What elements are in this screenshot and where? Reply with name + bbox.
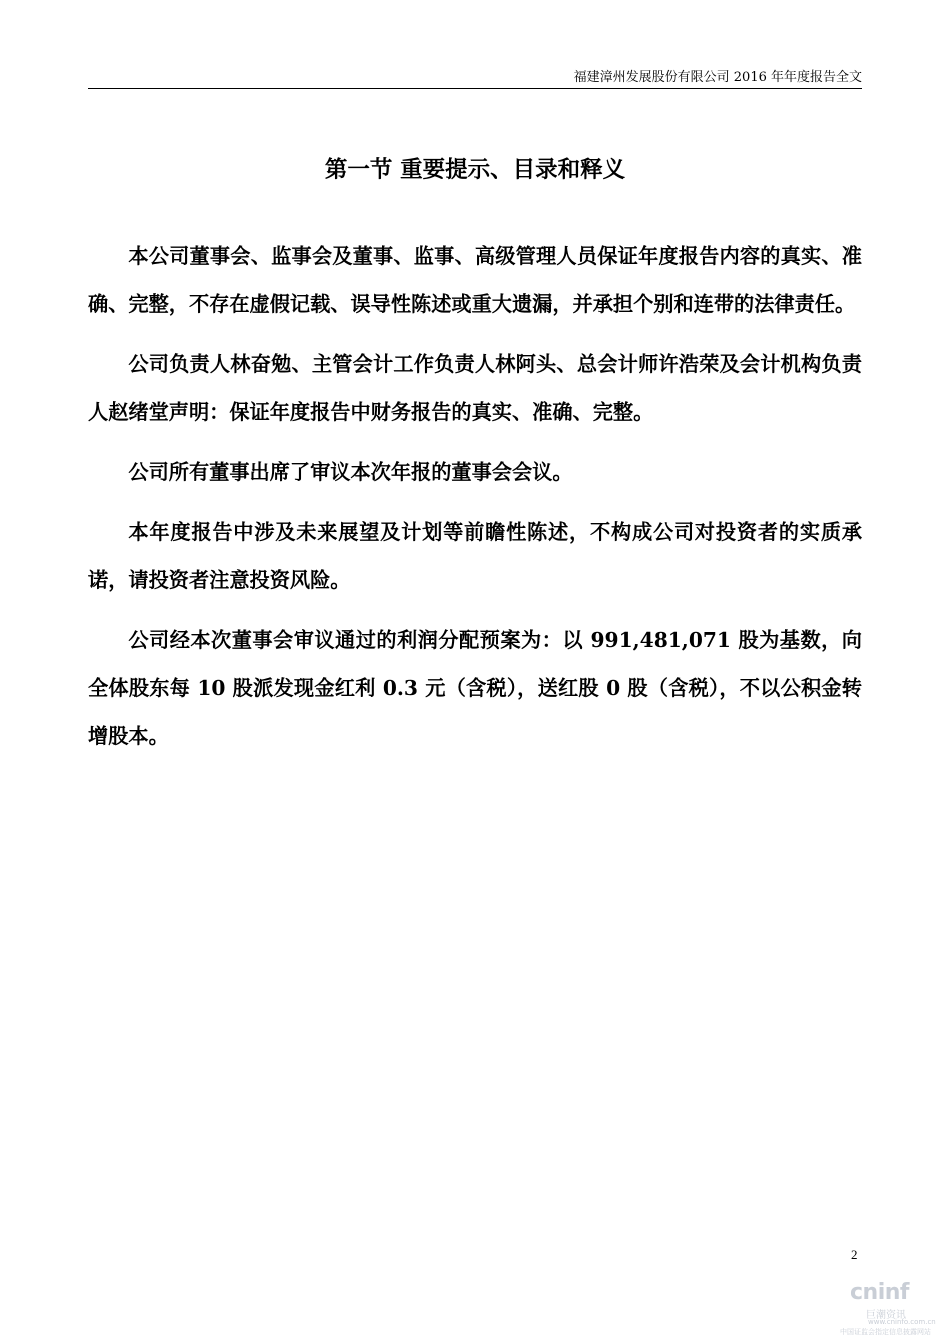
- page-number: 2: [851, 1247, 858, 1262]
- section-title: 第一节 重要提示、目录和释义: [324, 157, 626, 183]
- paragraph-profit-distribution: 公司经本次董事会审议通过的利润分配预案为：以 991,481,071 股为基数，向全体股东每 10 股派发现金红利 0.3 元（含税），送红股 0 股（含税），不以公积金转增股本。: [88, 628, 862, 748]
- paragraph-responsible-persons: 公司负责人林奋勉、主管会计工作负责人林阿头、总会计师许浩荣及会计机构负责人赵绪堂声明：保证年度报告中财务报告的真实、准确、完整。: [88, 352, 862, 424]
- watermark-logo: cninf: [850, 1280, 909, 1305]
- running-header: [88, 62, 862, 89]
- cninfo-watermark: [838, 1280, 938, 1338]
- paragraph-directors-attendance: 公司所有董事出席了审议本次年报的董事会会议。: [128, 460, 573, 484]
- watermark-name: 巨潮资讯: [866, 1310, 906, 1321]
- paragraph-board-guarantee: 本公司董事会、监事会及董事、监事、高级管理人员保证年度报告内容的真实、准确、完整，不存在虚假记载、误导性陈述或重大遗漏，并承担个别和连带的法律责任。: [88, 244, 862, 316]
- watermark-url: www.cninfo.com.cn: [868, 1318, 936, 1326]
- paragraph-forward-looking: 本年度报告中涉及未来展望及计划等前瞻性陈述，不构成公司对投资者的实质承诺，请投资者注意投资风险。: [88, 520, 862, 592]
- watermark-tagline: 中国证监会指定信息披露网站: [840, 1328, 931, 1336]
- running-header-title: 福建漳州发展股份有限公司 2016 年年度报告全文: [573, 70, 862, 85]
- notice-body: [88, 232, 862, 772]
